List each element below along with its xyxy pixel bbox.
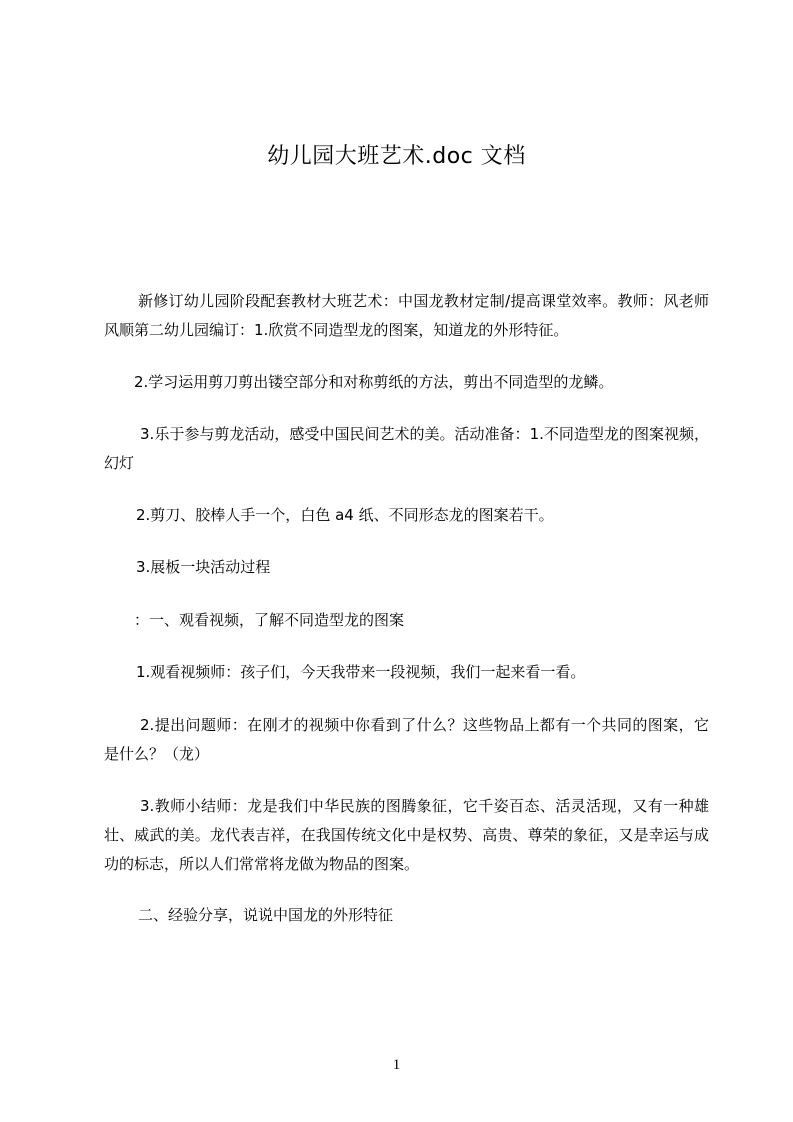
paragraph-materials-3: 3.展板一块活动过程: [136, 558, 271, 576]
section-heading-1: ：一、观看视频，了解不同造型龙的图案: [134, 611, 405, 629]
paragraph-objective-2: 2.学习运用剪刀剪出镂空部分和对称剪纸的方法，剪出不同造型的龙鳞。: [134, 373, 614, 391]
section-heading-2: 二、经验分享，说说中国龙的外形特征: [138, 906, 394, 924]
paragraph-objective-3: 3.乐于参与剪龙活动，感受中国民间艺术的美。活动准备：1.不同造型龙的图案视频，幻灯: [104, 425, 709, 472]
paragraph-step-2: 2.提出问题师：在刚才的视频中你看到了什么？这些物品上都有一个共同的图案，它是什么？（龙）: [104, 716, 709, 763]
paragraph-step-3: 3.教师小结师：龙是我们中华民族的图腾象征，它千姿百态、活灵活现，又有一种雄壮、威武的美。龙代表吉祥，在我国传统文化中是权势、高贵、尊荣的象征，又是幸运与成功的标志，所以人们常常将龙做为物品的图案。: [104, 797, 709, 873]
document-title: 幼儿园大班艺术.doc 文档: [267, 144, 526, 169]
paragraph-intro: 新修订幼儿园阶段配套教材大班艺术：中国龙教材定制/提高课堂效率。教师：风老师风顺第二幼儿园编订：1.欣赏不同造型龙的图案，知道龙的外形特征。: [104, 292, 709, 339]
paragraph-step-1: 1.观看视频师：孩子们，今天我带来一段视频，我们一起来看一看。: [136, 663, 586, 681]
paragraph-materials-2: 2.剪刀、胶棒人手一个，白色 a4 纸、不同形态龙的图案若干。: [136, 506, 554, 524]
page-number: 1: [392, 1057, 401, 1073]
